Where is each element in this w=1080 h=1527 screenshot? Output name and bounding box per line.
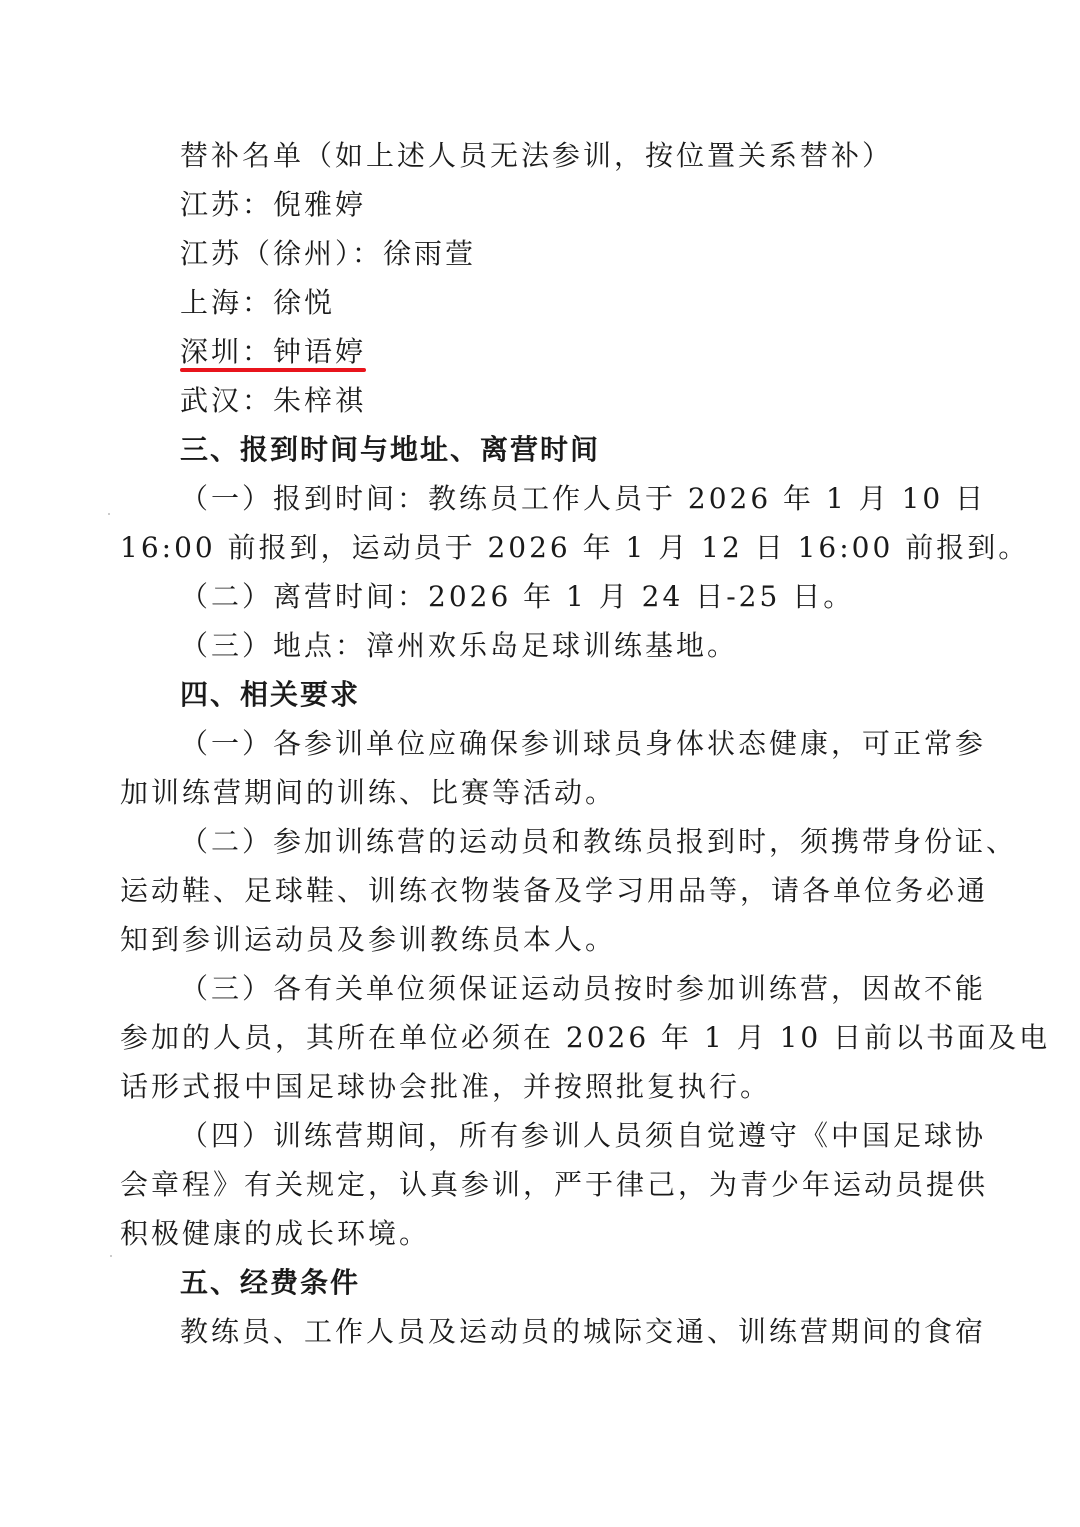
- section-4-paragraph-3-line-1: （三）各有关单位须保证运动员按时参加训练营，因故不能: [180, 972, 987, 1005]
- substitute-item-wuhan: 武汉：朱梓祺: [180, 384, 367, 417]
- section-3-paragraph-2: （二）离营时间：2026 年 1 月 24 日-25 日。: [180, 580, 855, 613]
- section-4-paragraph-1-line-2: 加训练营期间的训练、比赛等活动。: [120, 776, 617, 809]
- section-3-title: 三、报到时间与地址、离营时间: [180, 433, 601, 466]
- red-underline-highlight: [180, 368, 366, 372]
- section-3-paragraph-1-line-2: 16:00 前报到，运动员于 2026 年 1 月 12 日 16:00 前报到。: [120, 531, 1030, 564]
- scan-speck: [110, 1255, 112, 1257]
- section-4-paragraph-3-line-2: 参加的人员，其所在单位必须在 2026 年 1 月 10 日前以书面及电: [120, 1021, 1051, 1054]
- substitute-item-shenzhen: 深圳：钟语婷: [180, 335, 367, 368]
- section-5-paragraph-1-line-1: 教练员、工作人员及运动员的城际交通、训练营期间的食宿: [180, 1315, 987, 1348]
- section-4-paragraph-2-line-3: 知到参训运动员及参训教练员本人。: [120, 923, 617, 956]
- section-4-paragraph-4-line-3: 积极健康的成长环境。: [120, 1217, 431, 1250]
- substitute-item-xuzhou: 江苏（徐州）：徐雨萱: [180, 237, 477, 270]
- section-4-paragraph-4-line-2: 会章程》有关规定，认真参训，严于律己，为青少年运动员提供: [120, 1168, 989, 1201]
- substitute-item-jiangsu: 江苏：倪雅婷: [180, 188, 367, 221]
- section-4-paragraph-4-line-1: （四）训练营期间，所有参训人员须自觉遵守《中国足球协: [180, 1119, 987, 1152]
- scan-speck: [108, 513, 110, 515]
- section-3-paragraph-3: （三）地点：漳州欢乐岛足球训练基地。: [180, 629, 739, 662]
- section-4-paragraph-2-line-1: （二）参加训练营的运动员和教练员报到时，须携带身份证、: [180, 825, 1018, 858]
- substitutes-heading: 替补名单（如上述人员无法参训，按位置关系替补）: [180, 139, 894, 172]
- substitute-item-shanghai: 上海：徐悦: [180, 286, 336, 319]
- section-4-paragraph-3-line-3: 话形式报中国足球协会批准，并按照批复执行。: [120, 1070, 772, 1103]
- section-4-paragraph-2-line-2: 运动鞋、足球鞋、训练衣物装备及学习用品等，请各单位务必通: [120, 874, 989, 907]
- section-4-paragraph-1-line-1: （一）各参训单位应确保参训球员身体状态健康，可正常参: [180, 727, 987, 760]
- section-5-title: 五、经费条件: [180, 1266, 361, 1299]
- section-3-paragraph-1-line-1: （一）报到时间：教练员工作人员于 2026 年 1 月 10 日: [180, 482, 987, 515]
- section-4-title: 四、相关要求: [180, 678, 361, 711]
